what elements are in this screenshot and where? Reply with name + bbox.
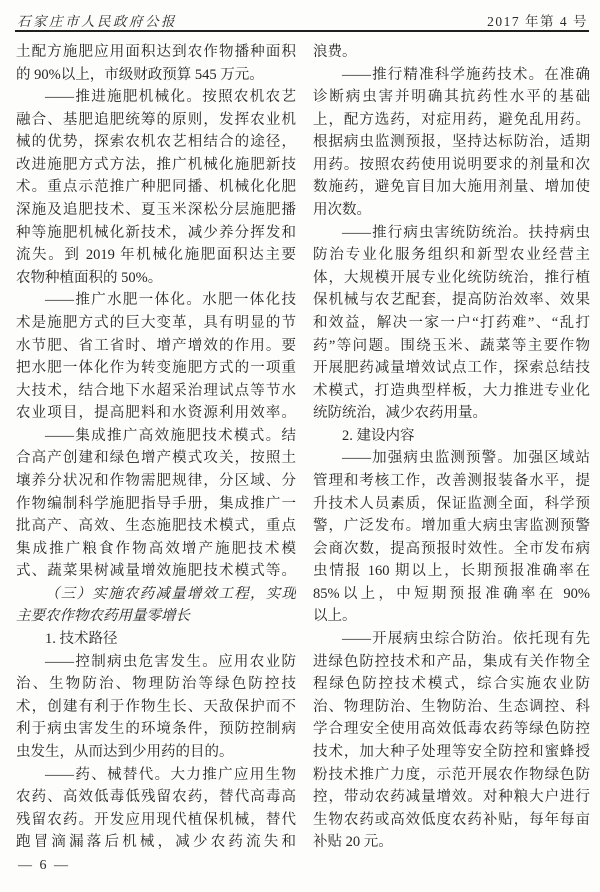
text-line: ——集成推广高效施肥技术模式。结 [45,427,296,444]
text-line: 防治专业化服务组织和新型农业经营主 [313,247,590,264]
text-line: 生物农药或高效低度农药补贴，每年每亩 [313,811,590,828]
text-line: 壤养分状况和作物需肥规律，分区域、分 [16,472,296,489]
text-line: 主要农作物农药用量零增长 [16,608,190,625]
text-line: 把水肥一体化作为转变施肥方式的一项重 [16,360,296,377]
text-line: 粉技术推广力度，示范开展农作物绿色防 [313,766,590,783]
text-line: 治、物理防治、生物防治、生态调控、科 [313,698,590,715]
text-line: 技术，加大种子处理等安全防控和蜜蜂授 [313,743,590,760]
text-line: 学合理安全使用高效低毒农药等绿色防控 [313,721,590,738]
text-line: 进绿色防控技术和产品，集成有关作物全 [313,653,590,670]
text-line: 药”等问题。围绕玉米、蔬菜等主要作物 [313,337,590,354]
text-line: 水节肥、省工省时、增产增效的作用。要 [16,337,296,354]
text-line: 治、生物防治、物理防治等绿色防控技 [16,676,296,693]
text-line: 种等施肥机械化新技术，减少养分挥发和 [16,224,296,241]
text-line: ——推广水肥一体化。水肥一体化技 [45,292,296,309]
page-number: — 6 — [18,858,70,873]
text-line: ——开展病虫综合防治。依托现有先 [342,631,590,648]
text-line: 虫情报 160 期以上，长期预报准确率在 [313,563,590,580]
text-line: ——药、械替代。大力推广应用生物 [45,766,296,783]
text-line: 诊断病虫害并明确其抗药性水平的基础 [313,89,590,106]
text-line: 虫发生，从而达到少用药的目的。 [16,743,234,760]
text-line: 程绿色防控技术模式，综合实施农业防 [313,676,590,693]
text-line: 浪费。 [313,44,357,60]
text-line: 术。重点示范推广种肥同播、机械化化肥 [16,179,296,196]
text-line: 批高产、高效、生态施肥技术模式，重点 [16,518,296,535]
document-body [16,41,590,854]
text-line: 式、蔬菜果树减量增效施肥技术模式等。 [16,563,296,580]
text-line: 和效益，解决一家一户“打药难”、“乱打 [313,314,590,331]
text-line: 农药、高效低毒低残留农药，替代高毒高 [16,789,296,806]
text-line: 深施及追肥技术、夏玉米深松分层施肥播 [16,202,296,219]
text-line: 融合、基肥追肥统筹的原则，发挥农业机 [16,111,296,128]
text-line: 数施药，避免盲目加大施用剂量、增加使 [313,179,590,196]
text-line: 残留农药。开发应用现代植保机械，替代 [16,811,296,828]
text-line: 术，创建有利于作物生长、天敌保护而不 [16,698,296,715]
text-line: 体，大规模开展专业化统防统治，推行植 [313,269,590,286]
text-line: 改进施肥方式方法，推广机械化施肥新技 [16,156,296,173]
text-line: ——控制病虫危害发生。应用农业防 [45,653,296,670]
text-line: 大技术，结合地下水超采治理试点等节水 [16,382,296,399]
right-column [313,41,590,854]
text-line: ——加强病虫监测预警。加强区域站 [342,450,590,467]
text-line: 根据病虫监测预报，坚持达标防治，适期 [313,134,590,151]
text-line: 合高产创建和绿色增产模式攻关，按照土 [16,450,296,467]
left-column [16,41,296,854]
text-line: ——推进施肥机械化。按照农机农艺 [45,89,296,106]
text-line: 警，广泛发布。增加重大病虫害监测预警 [313,518,590,535]
text-line: 1. 技术路径 [45,631,118,648]
text-line: 上，配方选药，对症用药，避免乱用药。 [313,111,590,128]
text-line: （三）实施农药减量增效工程，实现 [45,585,296,602]
text-line: 会商次数，提高预报时效性。全市发布病 [313,540,590,557]
text-line: 管理和考核工作，改善测报装备水平，提 [313,472,590,489]
text-line: 的 90%以上，市级财政预算 545 万元。 [16,66,264,83]
text-line: 农业项目，提高肥料和水资源利用效率。 [16,405,296,422]
masthead-title: 石家庄市人民政府公报 [17,14,177,29]
text-line: 升技术人员素质，保证监测全面，科学预 [313,495,590,512]
page-header [17,8,588,30]
text-line: ——推行精准科学施药技术。在准确 [342,66,590,83]
text-line: 术是施肥方式的巨大变革，具有明显的节 [16,314,296,331]
text-line: 农物种植面积的 50%。 [16,269,163,286]
text-line: 控，带动农药减量增效。对种粮大户进行 [313,789,590,806]
text-line: 用药。按照农药使用说明要求的剂量和次 [313,156,590,173]
text-line: 用次数。 [313,202,371,219]
text-line: 集成推广粮食作物高效增产施肥技术模 [16,540,296,557]
text-line: 开展肥药减量增效试点工作，探索总结技 [313,360,590,377]
header-rule [15,30,589,32]
text-line: ——推行病虫害统防统治。扶持病虫 [342,224,590,241]
text-line: 以上。 [313,608,357,625]
text-line: 保机械与农艺配套，提高防治效率、效果 [313,292,590,309]
text-line: 补贴 20 元。 [313,834,393,851]
text-line: 统防统治，减少农药用量。 [313,405,487,422]
text-line: 械的优势，探索农机农艺相结合的途径， [16,134,296,151]
text-line: 跑冒滴漏落后机械，减少农药流失和 [16,834,296,851]
issue-number: 2017 年第 4 号 [487,14,588,29]
text-line: 作物编制科学施肥指导手册，集成推广一 [16,495,296,512]
text-line: 85%以上，中短期预报准确率在 90% [313,585,590,602]
text-line: 流失。到 2019 年机械化施肥面积达主要 [16,247,296,264]
text-line: 土配方施肥应用面积达到农作物播种面积 [16,44,296,60]
text-line: 术模式，打造典型样板，大力推进专业化 [313,382,590,399]
text-line: 2. 建设内容 [342,427,415,444]
text-line: 利于病虫害发生的环境条件，预防控制病 [16,721,296,738]
